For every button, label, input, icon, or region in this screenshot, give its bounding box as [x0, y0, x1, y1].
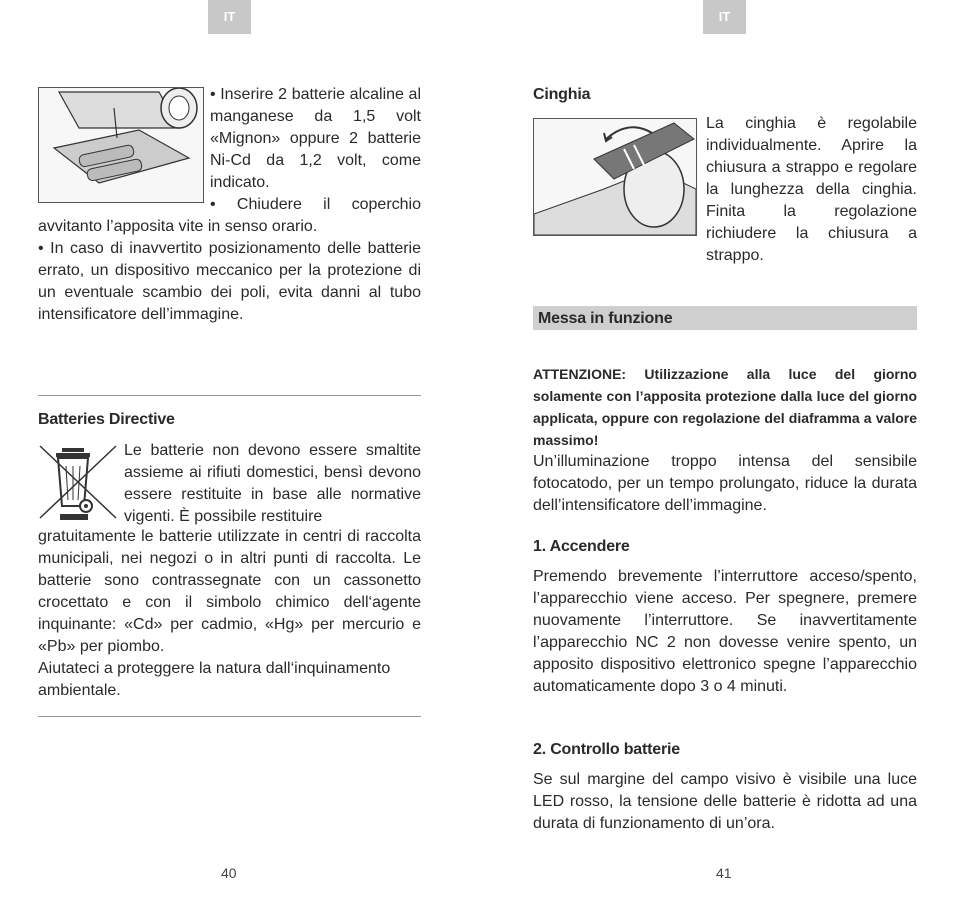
battery-compartment-illustration — [38, 87, 204, 203]
divider — [38, 395, 421, 396]
step2-text: Se sul margine del campo visivo è visibile una luce LED rosso, la tensione delle batterie è ridotta ad una durata di funzionamento di un’ora. — [533, 771, 917, 832]
intro-text: Un’illuminazione troppo intensa del sensibile fotocatodo, per un tempo prolungato, riduce la durata dell’intensificatore dell’immagine. — [533, 453, 917, 514]
battery-instruction-3: • In caso di inavvertito posizionamento delle batterie errato, un dispositivo meccanico per la protezione di un eventuale scambio dei poli, evita danni al tubo intensificatore dell’immagine. — [38, 240, 421, 323]
strap-illustration — [533, 118, 697, 236]
divider — [38, 716, 421, 717]
battery-instruction-2-start: • Chiudere il coperchio — [210, 196, 421, 213]
directive-text-end: Aiutateci a proteggere la natura dall‘inquinamento ambientale. — [38, 660, 391, 699]
battery-instruction-1: • Inserire 2 batterie alcaline al manganese da 1,5 volt «Mignon» oppure 2 batterie Ni-Cd da 1,2 volt, come indicato. — [210, 86, 421, 191]
warning-text: ATTENZIONE: Utilizzazione alla luce del giorno solamente con l’apposita protezione dalla luce del giorno applicata, oppure con regolazione del diaframma a valore massimo! — [533, 366, 917, 448]
section-title: Messa in funzione — [538, 310, 673, 327]
step1-heading: 1. Accendere — [533, 538, 630, 555]
battery-instruction-2-end: avvitanto l’apposita vite in senso orario. — [38, 218, 318, 235]
step1-text: Premendo brevemente l’interruttore acceso/spento, l’apparecchio viene acceso. Per spegnere, premere nuovamente l’interruttore. Se inavvertitamente l’apparecchio NC 2 non dovesse venire spento, un apposito dispositivo elettronico spegne l’apparecchio automaticamente dopo 3 o 4 minuti. — [533, 568, 917, 695]
directive-heading: Batteries Directive — [38, 411, 175, 428]
page-number: 40 — [221, 865, 237, 881]
language-tab: IT — [703, 0, 746, 34]
section-bar — [533, 306, 917, 330]
battery-illustration-icon — [39, 88, 203, 202]
strap-heading: Cinghia — [533, 86, 591, 103]
page-number: 41 — [716, 865, 732, 881]
strap-icon — [534, 119, 696, 235]
directive-text: gratuitamente le batterie utilizzate in centri di raccolta municipali, nei negozi o in altri punti di raccolta. Le batterie sono contrassegnate con un cassonetto crocettato e con il simbolo chimico dell‘agente inquinante: «Cd» per cadmio, «Hg» per mercurio e «Pb» per piombo. — [38, 528, 421, 655]
strap-text: La cinghia è regolabile individualmente. Aprire la chiusura a strappo e regolare la lunghezza della cinghia. Finita la regolazione richiudere la chiusura a strappo. — [706, 115, 917, 264]
crossed-bin-icon — [38, 444, 118, 522]
step2-heading: 2. Controllo batterie — [533, 741, 680, 758]
directive-text-wrapped: Le batterie non devono essere smaltite assieme ai rifiuti domestici, bensì devono essere restituite in base alle normative vigenti. È possibile restituire — [124, 442, 421, 525]
language-tab: IT — [208, 0, 251, 34]
